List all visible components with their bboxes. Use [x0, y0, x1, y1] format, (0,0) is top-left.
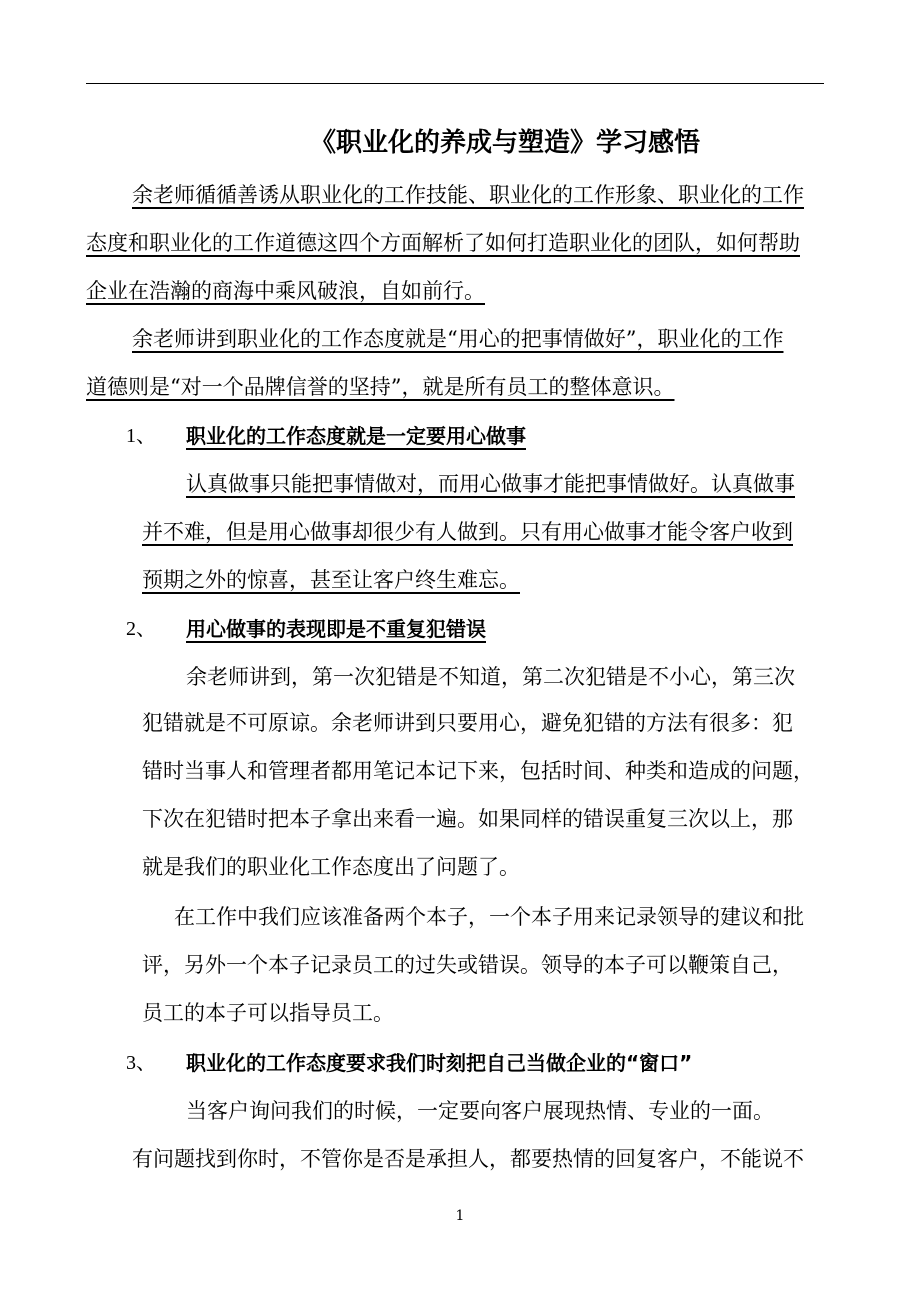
section2-line-2: 犯错就是不可原谅。余老师讲到只要用心，避免犯错的方法有很多：犯 — [142, 711, 793, 735]
section3-line-1: 当客户询问我们的时候，一定要向客户展现热情、专业的一面。 — [186, 1099, 774, 1123]
intro-line-1: 余老师循循善诱从职业化的工作技能、职业化的工作形象、职业化的工作 — [132, 183, 804, 207]
section2-line-5: 就是我们的职业化工作态度出了问题了。 — [142, 855, 520, 879]
page-number: 1 — [455, 1208, 465, 1224]
section2-line-3: 错时当事人和管理者都用笔记本记下来，包括时间、种类和造成的问题， — [142, 759, 814, 783]
section1-line-2: 并不难，但是用心做事却很少有人做到。只有用心做事才能令客户收到 — [142, 520, 793, 544]
section1-line-1: 认真做事只能把事情做对，而用心做事才能把事情做好。认真做事 — [186, 472, 795, 496]
document-title: 《职业化的养成与塑造》学习感悟 — [309, 128, 700, 158]
header-rule — [86, 83, 824, 84]
intro-line-2: 态度和职业化的工作道德这四个方面解析了如何打造职业化的团队，如何帮助 — [86, 231, 800, 255]
para2-line-1: 余老师讲到职业化的工作态度就是“用心的把事情做好”，职业化的工作 — [132, 327, 784, 351]
intro-line-3: 企业在浩瀚的商海中乘风破浪，自如前行。 — [86, 279, 485, 303]
section2-line-4: 下次在犯错时把本子拿出来看一遍。如果同样的错误重复三次以上，那 — [142, 807, 793, 831]
section2-line-1: 余老师讲到，第一次犯错是不知道，第二次犯错是不小心，第三次 — [186, 665, 795, 689]
section3-number: 3、 — [126, 1052, 156, 1074]
para2-line-2: 道德则是“对一个品牌信誉的坚持”，就是所有员工的整体意识。 — [86, 375, 675, 399]
section3-line-2: 有问题找到你时，不管你是否是承担人，都要热情的回复客户，不能说不 — [132, 1147, 804, 1171]
section1-number: 1、 — [126, 425, 156, 447]
section2b-line-3: 员工的本子可以指导员工。 — [142, 1001, 394, 1025]
section1-heading: 职业化的工作态度就是一定要用心做事 — [186, 424, 526, 448]
section1-line-3: 预期之外的惊喜，甚至让客户终生难忘。 — [142, 568, 520, 592]
section2b-line-1: 在工作中我们应该准备两个本子，一个本子用来记录领导的建议和批 — [174, 905, 804, 929]
section2-number: 2、 — [126, 618, 156, 640]
section2b-line-2: 评，另外一个本子记录员工的过失或错误。领导的本子可以鞭策自己， — [142, 953, 793, 977]
section2-heading: 用心做事的表现即是不重复犯错误 — [186, 617, 486, 641]
section3-heading: 职业化的工作态度要求我们时刻把自己当做企业的“窗口” — [186, 1051, 693, 1075]
